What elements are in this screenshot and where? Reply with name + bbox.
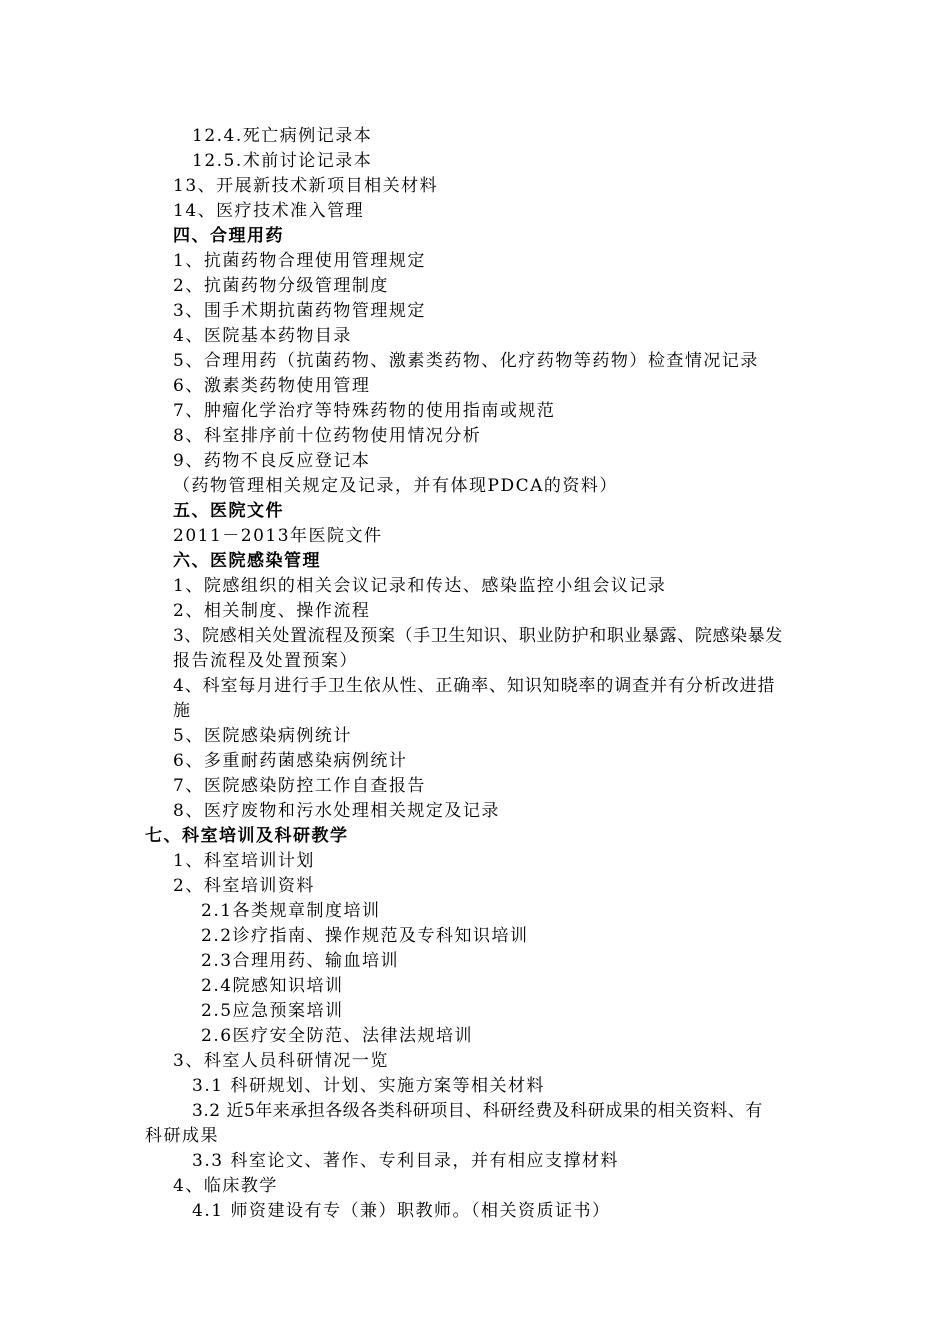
note-pdca: （药物管理相关规定及记录，并有体现PDCA的资料） bbox=[173, 476, 618, 496]
item-6-6: 6、多重耐药菌感染病例统计 bbox=[173, 751, 408, 771]
item-6-8: 8、医疗废物和污水处理相关规定及记录 bbox=[173, 801, 500, 821]
item-7-2-6: 2.6医疗安全防范、法律法规培训 bbox=[201, 1026, 474, 1046]
item-7-2-1: 2.1各类规章制度培训 bbox=[201, 901, 381, 921]
section-heading-6: 六、医院感染管理 bbox=[173, 551, 321, 571]
item-7-3: 3、科室人员科研情况一览 bbox=[173, 1051, 389, 1071]
item-13: 13、开展新技术新项目相关材料 bbox=[173, 176, 439, 196]
item-7-2-3: 2.3合理用药、输血培训 bbox=[201, 951, 400, 971]
item-7-3-3: 3.3 科室论文、著作、专利目录，并有相应支撑材料 bbox=[192, 1151, 619, 1171]
item-4-5: 5、合理用药（抗菌药物、激素类药物、化疗药物等药物）检查情况记录 bbox=[173, 351, 759, 371]
item-4-4: 4、医院基本药物目录 bbox=[173, 326, 352, 346]
item-4-2: 2、抗菌药物分级管理制度 bbox=[173, 276, 389, 296]
item-5-documents: 2011－2013年医院文件 bbox=[173, 526, 383, 546]
item-6-1: 1、院感组织的相关会议记录和传达、感染监控小组会议记录 bbox=[173, 576, 667, 596]
section-heading-5: 五、医院文件 bbox=[173, 501, 284, 521]
item-12-4: 12.4.死亡病例记录本 bbox=[192, 126, 373, 146]
item-4-6: 6、激素类药物使用管理 bbox=[173, 376, 371, 396]
section-heading-4: 四、合理用药 bbox=[173, 226, 284, 246]
item-6-2: 2、相关制度、操作流程 bbox=[173, 601, 371, 621]
item-7-2: 2、科室培训资料 bbox=[173, 876, 315, 896]
item-4-1: 1、抗菌药物合理使用管理规定 bbox=[173, 251, 426, 271]
item-6-4-cont: 施 bbox=[173, 701, 192, 721]
item-7-2-4: 2.4院感知识培训 bbox=[201, 976, 344, 996]
item-7-2-2: 2.2诊疗指南、操作规范及专科知识培训 bbox=[201, 926, 529, 946]
item-7-3-1: 3.1 科研规划、计划、实施方案等相关材料 bbox=[192, 1076, 545, 1096]
item-4-7: 7、肿瘤化学治疗等特殊药物的使用指南或规范 bbox=[173, 401, 556, 421]
item-4-3: 3、围手术期抗菌药物管理规定 bbox=[173, 301, 426, 321]
item-7-4: 4、临床教学 bbox=[173, 1176, 278, 1196]
item-12-5: 12.5.术前讨论记录本 bbox=[192, 151, 373, 171]
item-4-9: 9、药物不良反应登记本 bbox=[173, 451, 371, 471]
item-7-4-1: 4.1 师资建设有专（兼）职教师。（相关资质证书） bbox=[192, 1201, 611, 1221]
item-6-3-cont: 报告流程及处置预案） bbox=[173, 651, 358, 671]
item-6-7: 7、医院感染防控工作自查报告 bbox=[173, 776, 426, 796]
item-4-8: 8、科室排序前十位药物使用情况分析 bbox=[173, 426, 482, 446]
item-7-3-2: 3.2 近5年来承担各级各类科研项目、科研经费及科研成果的相关资料、有 bbox=[192, 1101, 763, 1121]
item-6-4: 4、科室每月进行手卫生依从性、正确率、知识知晓率的调查并有分析改进措 bbox=[173, 676, 776, 696]
item-7-2-5: 2.5应急预案培训 bbox=[201, 1001, 344, 1021]
section-heading-7: 七、科室培训及科研教学 bbox=[145, 826, 349, 846]
item-7-1: 1、科室培训计划 bbox=[173, 851, 315, 871]
item-14: 14、医疗技术准入管理 bbox=[173, 201, 365, 221]
item-6-3: 3、院感相关处置流程及预案（手卫生知识、职业防护和职业暴露、院感染暴发 bbox=[173, 626, 783, 646]
item-6-5: 5、医院感染病例统计 bbox=[173, 726, 352, 746]
item-7-3-2-cont: 科研成果 bbox=[145, 1126, 219, 1146]
